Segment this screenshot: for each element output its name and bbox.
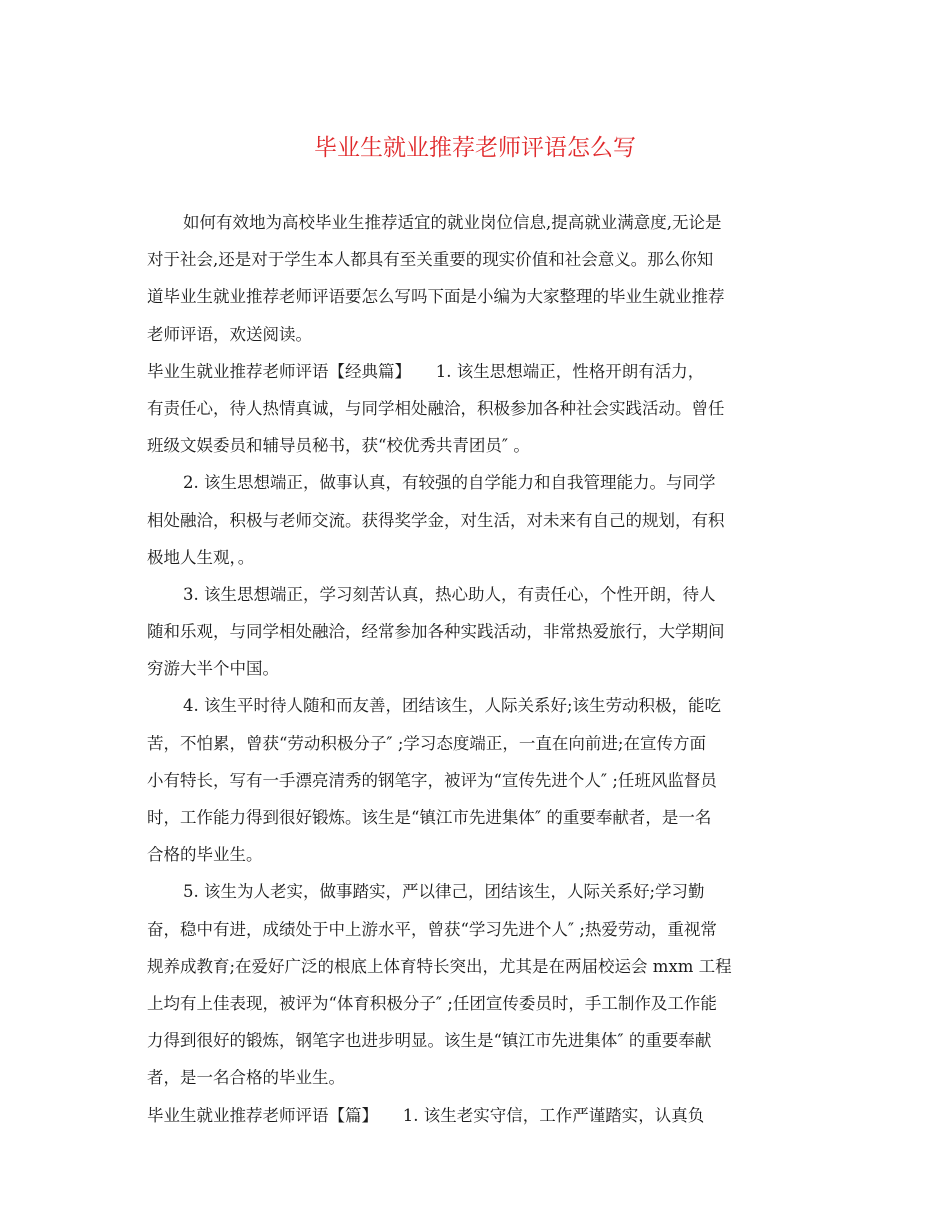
text-line: 者，是一名合格的毕业生。 [147,1068,345,1088]
document-body [147,204,807,1134]
text-line: 力得到很好的锻炼，钢笔字也进步明显。该生是“镇江市先进集体″ 的重要奉献 [147,1031,712,1051]
text-line: 2. 该生思想端正，做事认真，有较强的自学能力和自我管理能力。与同学 [183,473,716,493]
text-line: 班级文娱委员和辅导员秘书，获“校优秀共青团员″ 。 [147,436,530,456]
intro-paragraph [147,204,807,353]
text-line: 老师评语，欢送阅读。 [147,324,312,344]
text-line: 有责任心，待人热情真诚，与同学相处融洽，积极参加各种社会实践活动。曾任 [147,398,725,418]
text-line: 3. 该生思想端正，学习刻苦认真，热心助人，有责任心，个性开朗，待人 [183,584,716,604]
text-line: 极地人生观，。 [147,547,255,567]
text-line: 毕业生就业推荐老师评语【篇】 1. 该生老实守信，工作严谨踏实，认真负 [147,1105,705,1125]
text-line: 随和乐观，与同学相处融洽，经常参加各种实践活动，非常热爱旅行，大学期间 [147,622,725,642]
item-4-paragraph [147,687,807,873]
text-line: 上均有上佳表现，被评为“体育积极分子″ ;任团宣传委员时，手工制作及工作能 [147,993,717,1013]
text-line: 苦，不怕累，曾获“劳动积极分子″ ;学习态度端正，一直在向前进;在宣传方面 [147,733,706,753]
section-second-paragraph [147,1097,807,1134]
item-5-paragraph [147,873,807,1096]
document-title: 毕业生就业推荐老师评语怎么写 [314,135,636,161]
text-line: 规养成教育;在爱好广泛的根底上体育特长突出，尤其是在两届校运会 mxm 工程 [147,956,732,976]
text-line: 奋，稳中有进，成绩处于中上游水平，曾获“学习先进个人″ ;热爱劳动，重视常 [147,919,717,939]
text-line: 相处融洽，积极与老师交流。获得奖学金，对生活，对未来有自己的规划，有积 [147,510,725,530]
text-line: 时，工作能力得到很好锻炼。该生是“镇江市先进集体″ 的重要奉献者，是一名 [147,808,712,827]
text-line: 合格的毕业生。 [147,845,263,865]
text-line: 对于社会,还是对于学生本人都具有至关重要的现实价值和社会意义。那么你知 [147,250,714,270]
item-2-paragraph [147,464,807,576]
section-classic-paragraph [147,353,807,465]
text-line: 小有特长，写有一手漂亮清秀的钢笔字，被评为“宣传先进个人″ ;任班风监督员 [147,770,717,790]
text-line: 穷游大半个中国。 [147,659,279,679]
item-3-paragraph [147,576,807,688]
text-line: 5. 该生为人老实，做事踏实，严以律己，团结该生，人际关系好;学习勤 [183,882,705,902]
text-line: 4. 该生平时待人随和而友善，团结该生，人际关系好;该生劳动积极，能吃 [183,696,722,716]
text-line: 毕业生就业推荐老师评语【经典篇】 1. 该生思想端正，性格开朗有活力， [147,361,705,381]
text-line: 如何有效地为高校毕业生推荐适宜的就业岗位信息,提高就业满意度,无论是 [183,213,722,232]
text-line: 道毕业生就业推荐老师评语要怎么写吗下面是小编为大家整理的毕业生就业推荐 [147,287,725,307]
